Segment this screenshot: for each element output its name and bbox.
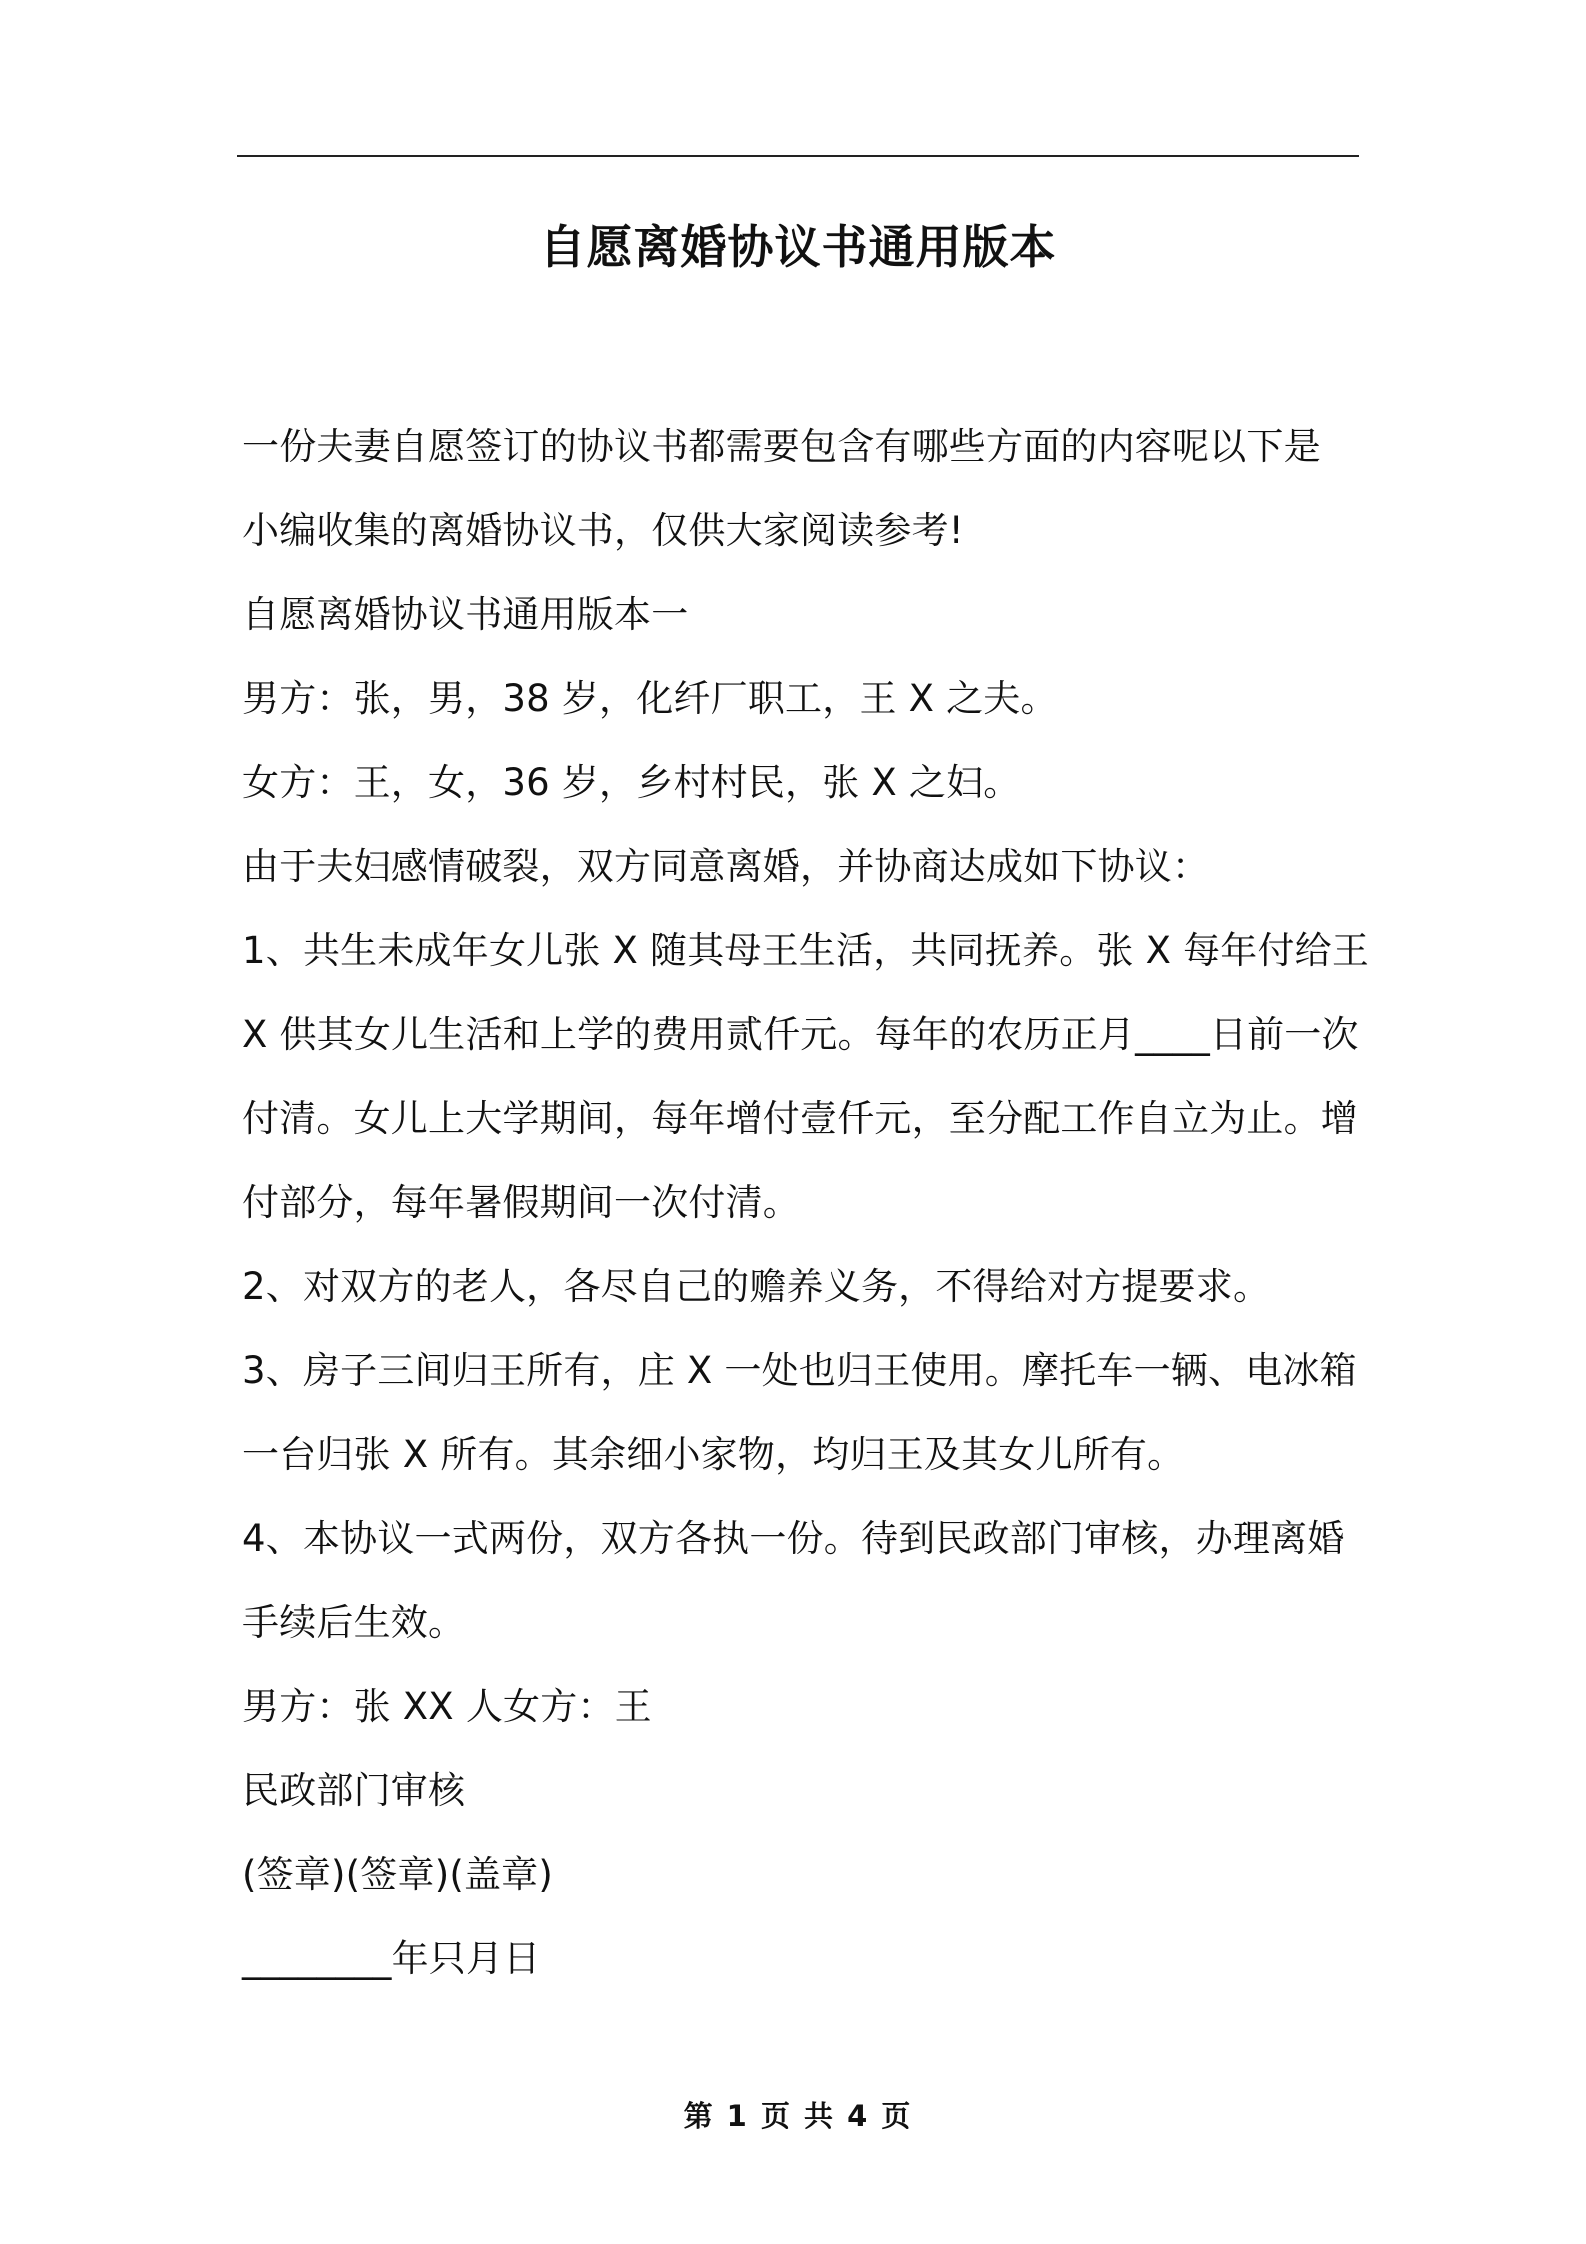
document-body bbox=[242, 405, 1370, 2001]
clause-1-line: X 供其女儿生活和上学的费用贰仟元。每年的农历正月____日前一次 bbox=[242, 1013, 1359, 1056]
seal-line: (签章)(签章)(盖章) bbox=[242, 1853, 554, 1896]
clause-2-line: 2、对双方的老人，各尽自己的赡养义务，不得给对方提要求。 bbox=[242, 1265, 1271, 1308]
signature-parties: 男方：张 XX 人女方：王 bbox=[242, 1685, 652, 1728]
body-line: 由于夫妇感情破裂，双方同意离婚，并协商达成如下协议： bbox=[242, 845, 1210, 888]
body-line: 一份夫妻自愿签订的协议书都需要包含有哪些方面的内容呢以下是 bbox=[242, 425, 1321, 468]
header-rule bbox=[237, 155, 1359, 157]
clause-4-line: 手续后生效。 bbox=[242, 1601, 466, 1644]
body-line: 小编收集的离婚协议书，仅供大家阅读参考! bbox=[242, 509, 964, 552]
clause-1-line: 付清。女儿上大学期间，每年增付壹仟元，至分配工作自立为止。增 bbox=[242, 1097, 1358, 1140]
clause-1-line: 1、共生未成年女儿张 X 随其母王生活，共同抚养。张 X 每年付给王 bbox=[242, 929, 1370, 972]
clause-1-line: 付部分，每年暑假期间一次付清。 bbox=[242, 1181, 800, 1224]
clause-4-line: 4、本协议一式两份，双方各执一份。待到民政部门审核，办理离婚 bbox=[242, 1517, 1345, 1560]
page-number: 第 1 页 共 4 页 bbox=[683, 2099, 913, 2133]
clause-3-line: 3、房子三间归王所有，庄 X 一处也归王使用。摩托车一辆、电冰箱 bbox=[242, 1349, 1357, 1392]
party-female: 女方：王，女，36 岁，乡村村民，张 X 之妇。 bbox=[242, 761, 1021, 804]
clause-3-line: 一台归张 X 所有。其余细小家物，均归王及其女儿所有。 bbox=[242, 1433, 1185, 1476]
date-line: ________年只月日 bbox=[242, 1937, 541, 1980]
civil-affairs-review: 民政部门审核 bbox=[242, 1769, 466, 1812]
party-male: 男方：张，男，38 岁，化纤厂职工，王 X 之夫。 bbox=[242, 677, 1058, 720]
document-title: 自愿离婚协议书通用版本 bbox=[539, 220, 1057, 274]
section-heading: 自愿离婚协议书通用版本一 bbox=[242, 593, 689, 636]
